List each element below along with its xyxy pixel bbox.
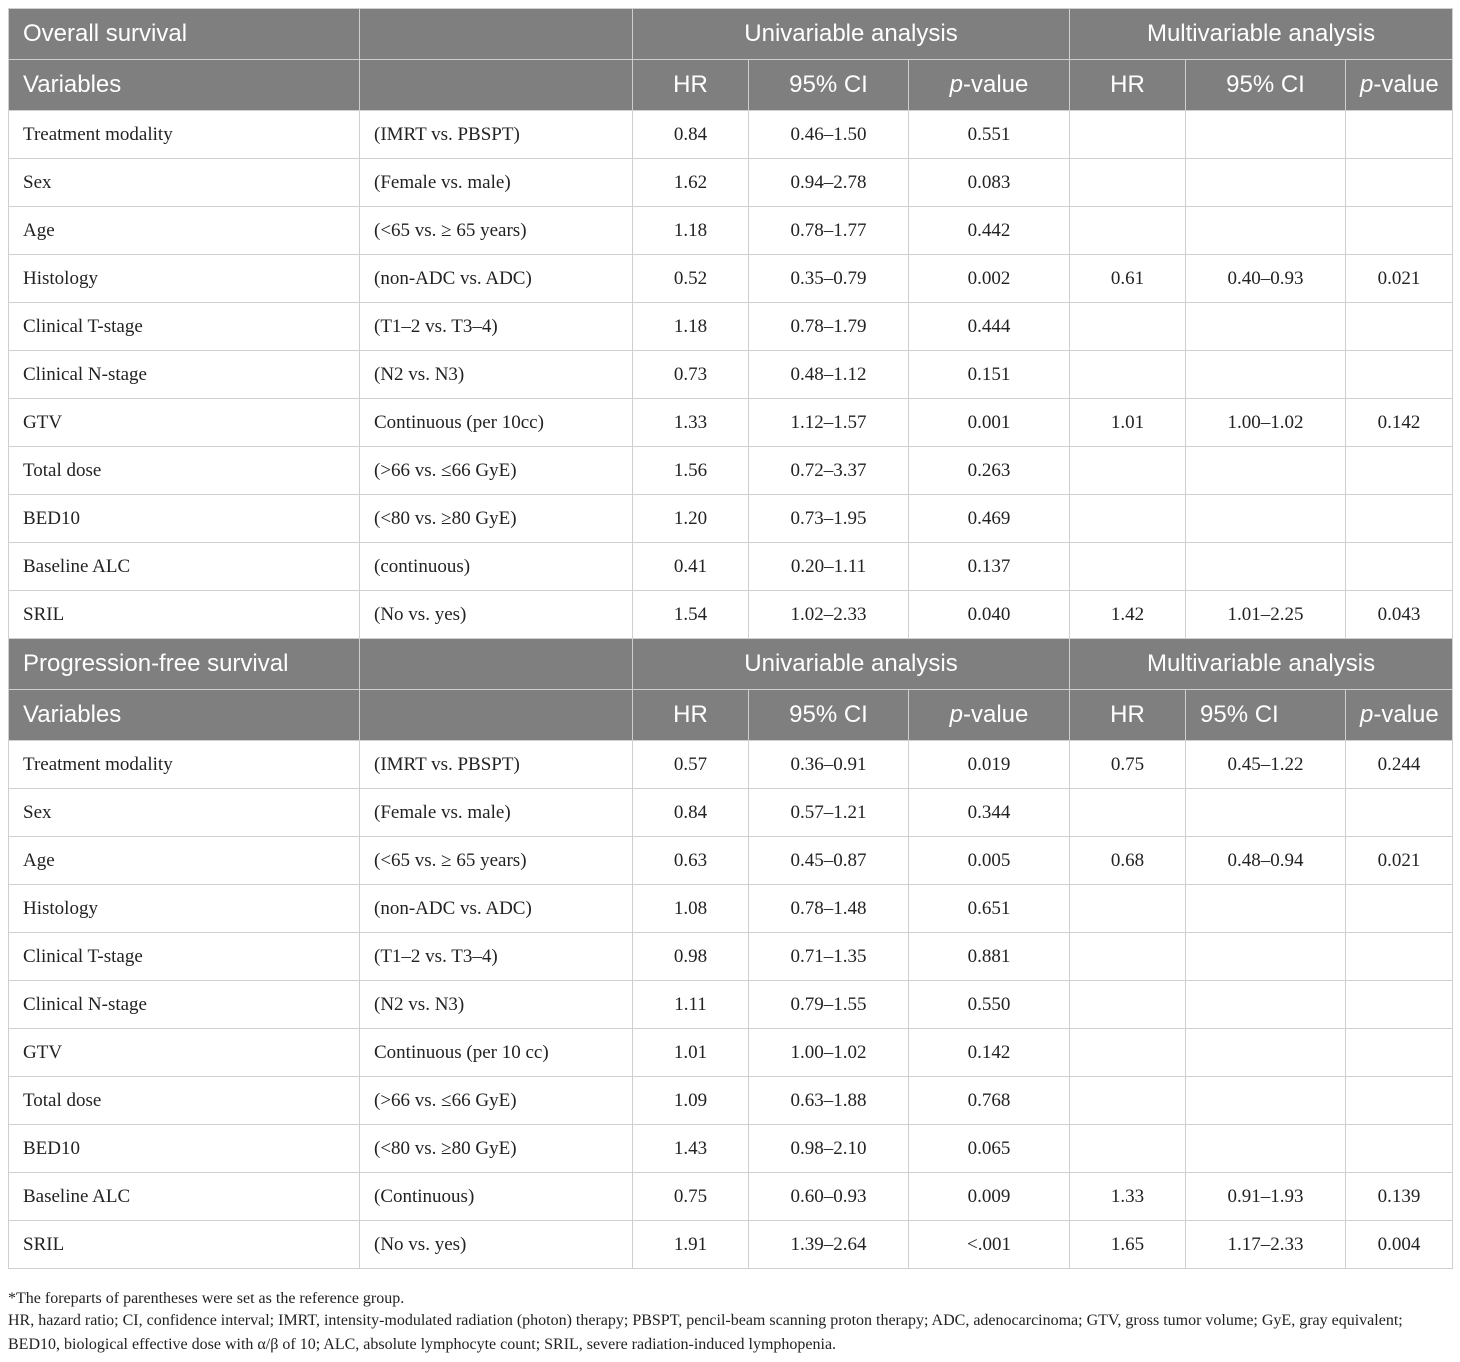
uni-p-value: 0.005 (909, 837, 1070, 885)
multi-hr-value: 1.01 (1070, 399, 1186, 447)
multi-p-value (1346, 207, 1453, 255)
variable-name: SRIL (9, 1221, 360, 1269)
univariable-header: Univariable analysis (633, 639, 1070, 690)
p-italic: p (1360, 701, 1374, 728)
uni-p-value-header (909, 690, 1070, 741)
multi-ci-value (1186, 495, 1346, 543)
multi-hr-value: 1.33 (1070, 1173, 1186, 1221)
uni-p-value: 0.651 (909, 885, 1070, 933)
uni-p-value: 0.083 (909, 159, 1070, 207)
column-header-row (9, 60, 1453, 111)
variable-name: SRIL (9, 591, 360, 639)
header-blank (360, 690, 633, 741)
variables-header: Variables (9, 690, 360, 741)
variable-comparison: (Continuous) (360, 1173, 633, 1221)
variable-name: Total dose (9, 447, 360, 495)
uni-p-value: 0.469 (909, 495, 1070, 543)
uni-ci-value: 0.60–0.93 (749, 1173, 909, 1221)
variable-name: Age (9, 837, 360, 885)
multi-p-value: 0.021 (1346, 255, 1453, 303)
multi-ci-value (1186, 1077, 1346, 1125)
variable-comparison: (<65 vs. ≥ 65 years) (360, 837, 633, 885)
variable-comparison: (>66 vs. ≤66 GyE) (360, 447, 633, 495)
multi-ci-value (1186, 885, 1346, 933)
uni-hr-value: 1.20 (633, 495, 749, 543)
p-value-suffix: -value (962, 701, 1029, 728)
multi-hr-value (1070, 303, 1186, 351)
multi-hr-value: 1.42 (1070, 591, 1186, 639)
multi-hr-value (1070, 885, 1186, 933)
table-row (9, 789, 1453, 837)
multi-p-value: 0.142 (1346, 399, 1453, 447)
uni-p-value: 0.142 (909, 1029, 1070, 1077)
multi-ci-value: 1.17–2.33 (1186, 1221, 1346, 1269)
multi-p-value (1346, 447, 1453, 495)
multi-ci-value (1186, 159, 1346, 207)
uni-hr-value: 1.18 (633, 303, 749, 351)
uni-p-value: 0.442 (909, 207, 1070, 255)
multi-p-value (1346, 495, 1453, 543)
uni-ci-header: 95% CI (749, 690, 909, 741)
multi-ci-value (1186, 111, 1346, 159)
uni-hr-value: 1.43 (633, 1125, 749, 1173)
uni-hr-value: 1.91 (633, 1221, 749, 1269)
header-blank (360, 60, 633, 111)
multivariable-header: Multivariable analysis (1070, 9, 1453, 60)
table-row (9, 1173, 1453, 1221)
p-italic: p (949, 71, 963, 98)
multi-hr-value: 0.68 (1070, 837, 1186, 885)
uni-ci-value: 1.00–1.02 (749, 1029, 909, 1077)
table-row (9, 543, 1453, 591)
uni-hr-value: 0.52 (633, 255, 749, 303)
table-row (9, 1077, 1453, 1125)
uni-ci-value: 0.45–0.87 (749, 837, 909, 885)
multi-ci-value: 1.01–2.25 (1186, 591, 1346, 639)
uni-ci-value: 0.78–1.48 (749, 885, 909, 933)
uni-hr-value: 0.63 (633, 837, 749, 885)
multi-p-value: 0.021 (1346, 837, 1453, 885)
variable-comparison: (T1–2 vs. T3–4) (360, 933, 633, 981)
uni-hr-value: 1.08 (633, 885, 749, 933)
multi-p-value (1346, 351, 1453, 399)
header-blank (360, 9, 633, 60)
multi-hr-value (1070, 111, 1186, 159)
uni-hr-value: 1.54 (633, 591, 749, 639)
uni-ci-value: 0.79–1.55 (749, 981, 909, 1029)
table-row (9, 741, 1453, 789)
p-value-suffix: -value (962, 71, 1029, 98)
uni-hr-value: 1.33 (633, 399, 749, 447)
uni-ci-value: 1.02–2.33 (749, 591, 909, 639)
hazard-ratio-table (8, 8, 1453, 1269)
multi-ci-value (1186, 207, 1346, 255)
table-row (9, 591, 1453, 639)
variable-comparison: (>66 vs. ≤66 GyE) (360, 1077, 633, 1125)
footnote-reference: *The foreparts of parentheses were set as the reference group. (8, 1290, 405, 1307)
uni-p-value: 0.881 (909, 933, 1070, 981)
uni-hr-value: 0.84 (633, 111, 749, 159)
uni-hr-value: 1.56 (633, 447, 749, 495)
table-row (9, 933, 1453, 981)
uni-hr-value: 1.09 (633, 1077, 749, 1125)
variable-name: Histology (9, 255, 360, 303)
table-row (9, 111, 1453, 159)
variable-name: Treatment modality (9, 741, 360, 789)
uni-ci-value: 0.57–1.21 (749, 789, 909, 837)
uni-hr-value: 1.11 (633, 981, 749, 1029)
multi-p-value (1346, 159, 1453, 207)
variable-name: Baseline ALC (9, 1173, 360, 1221)
variable-comparison: (non-ADC vs. ADC) (360, 255, 633, 303)
header-blank (360, 639, 633, 690)
uni-p-value: 0.137 (909, 543, 1070, 591)
uni-p-value: 0.001 (909, 399, 1070, 447)
p-value-suffix: -value (1373, 701, 1439, 728)
uni-p-value: 0.768 (909, 1077, 1070, 1125)
uni-hr-value: 0.98 (633, 933, 749, 981)
uni-p-value: 0.550 (909, 981, 1070, 1029)
multi-ci-value: 1.00–1.02 (1186, 399, 1346, 447)
variable-comparison: (non-ADC vs. ADC) (360, 885, 633, 933)
multi-hr-value (1070, 543, 1186, 591)
uni-p-value: 0.019 (909, 741, 1070, 789)
uni-p-value: 0.002 (909, 255, 1070, 303)
multi-ci-value (1186, 543, 1346, 591)
variable-name: Sex (9, 789, 360, 837)
uni-hr-value: 0.84 (633, 789, 749, 837)
multi-p-value (1346, 933, 1453, 981)
univariable-header: Univariable analysis (633, 9, 1070, 60)
multi-hr-header: HR (1070, 690, 1186, 741)
variable-comparison: (<80 vs. ≥80 GyE) (360, 1125, 633, 1173)
p-italic: p (1360, 71, 1374, 98)
multi-p-value (1346, 543, 1453, 591)
table-row (9, 1221, 1453, 1269)
multi-p-value (1346, 1125, 1453, 1173)
variable-comparison: (N2 vs. N3) (360, 351, 633, 399)
multi-p-value (1346, 303, 1453, 351)
column-header-row (9, 690, 1453, 741)
multi-hr-value (1070, 159, 1186, 207)
uni-ci-value: 0.78–1.77 (749, 207, 909, 255)
uni-hr-value: 0.57 (633, 741, 749, 789)
multi-hr-value (1070, 1077, 1186, 1125)
table-row (9, 495, 1453, 543)
multi-hr-value (1070, 933, 1186, 981)
multi-p-value: 0.244 (1346, 741, 1453, 789)
uni-ci-value: 1.39–2.64 (749, 1221, 909, 1269)
uni-ci-value: 0.98–2.10 (749, 1125, 909, 1173)
multi-hr-value: 0.61 (1070, 255, 1186, 303)
p-value-suffix: -value (1373, 71, 1439, 98)
multi-ci-value: 0.40–0.93 (1186, 255, 1346, 303)
uni-hr-value: 1.01 (633, 1029, 749, 1077)
variable-name: Treatment modality (9, 111, 360, 159)
section-title: Progression-free survival (9, 639, 360, 690)
multi-p-value: 0.139 (1346, 1173, 1453, 1221)
multi-p-value (1346, 111, 1453, 159)
multi-p-value-header (1346, 60, 1453, 111)
multi-hr-header: HR (1070, 60, 1186, 111)
multi-p-value (1346, 789, 1453, 837)
uni-p-value: <.001 (909, 1221, 1070, 1269)
table-row (9, 399, 1453, 447)
uni-p-value: 0.263 (909, 447, 1070, 495)
uni-hr-value: 0.75 (633, 1173, 749, 1221)
variable-name: Clinical T-stage (9, 933, 360, 981)
variable-name: BED10 (9, 495, 360, 543)
uni-hr-value: 0.73 (633, 351, 749, 399)
multi-hr-value (1070, 495, 1186, 543)
multi-p-value (1346, 981, 1453, 1029)
multi-ci-value (1186, 447, 1346, 495)
multi-ci-header: 95% CI (1186, 690, 1346, 741)
uni-hr-header: HR (633, 60, 749, 111)
multi-hr-value: 0.75 (1070, 741, 1186, 789)
uni-ci-value: 0.71–1.35 (749, 933, 909, 981)
uni-p-value: 0.551 (909, 111, 1070, 159)
multi-p-value: 0.004 (1346, 1221, 1453, 1269)
uni-p-value: 0.065 (909, 1125, 1070, 1173)
multi-ci-value (1186, 933, 1346, 981)
variable-name: Baseline ALC (9, 543, 360, 591)
section-header-row (9, 9, 1453, 60)
uni-ci-value: 0.48–1.12 (749, 351, 909, 399)
multi-ci-value: 0.91–1.93 (1186, 1173, 1346, 1221)
footnote-abbreviations: HR, hazard ratio; CI, confidence interval; IMRT, intensity-modulated radiation (photon) therapy; PBSPT, pencil-beam scanning proton therapy; ADC, adenocarcinoma; GTV, gross tumor volume; GyE, gray equivalent; BED10, biological effective dose with α/β of 10; ALC, absolute lymphocyte count; SRIL, severe radiation-induced lymphopenia. (8, 1312, 1403, 1353)
variable-comparison: (No vs. yes) (360, 1221, 633, 1269)
table-row (9, 303, 1453, 351)
variable-name: Total dose (9, 1077, 360, 1125)
uni-ci-value: 0.72–3.37 (749, 447, 909, 495)
variables-header: Variables (9, 60, 360, 111)
variable-name: Age (9, 207, 360, 255)
uni-hr-value: 0.41 (633, 543, 749, 591)
multi-p-value (1346, 885, 1453, 933)
uni-ci-header: 95% CI (749, 60, 909, 111)
multi-hr-value (1070, 1125, 1186, 1173)
multivariable-header: Multivariable analysis (1070, 639, 1453, 690)
multi-ci-value (1186, 1125, 1346, 1173)
variable-name: GTV (9, 399, 360, 447)
multi-p-value (1346, 1077, 1453, 1125)
table-row (9, 837, 1453, 885)
multi-hr-value (1070, 207, 1186, 255)
table-row (9, 981, 1453, 1029)
variable-comparison: Continuous (per 10 cc) (360, 1029, 633, 1077)
variable-comparison: (<65 vs. ≥ 65 years) (360, 207, 633, 255)
uni-p-value: 0.040 (909, 591, 1070, 639)
multi-hr-value (1070, 789, 1186, 837)
variable-comparison: (T1–2 vs. T3–4) (360, 303, 633, 351)
multi-p-value-header (1346, 690, 1453, 741)
multi-hr-value (1070, 351, 1186, 399)
multi-hr-value (1070, 981, 1186, 1029)
uni-ci-value: 0.78–1.79 (749, 303, 909, 351)
uni-ci-value: 0.73–1.95 (749, 495, 909, 543)
table-row (9, 885, 1453, 933)
variable-comparison: (Female vs. male) (360, 159, 633, 207)
variable-comparison: (No vs. yes) (360, 591, 633, 639)
uni-ci-value: 0.94–2.78 (749, 159, 909, 207)
multi-hr-value: 1.65 (1070, 1221, 1186, 1269)
variable-name: Sex (9, 159, 360, 207)
table-row (9, 207, 1453, 255)
variable-comparison: (N2 vs. N3) (360, 981, 633, 1029)
section-header-row (9, 639, 1453, 690)
variable-comparison: (IMRT vs. PBSPT) (360, 741, 633, 789)
multi-ci-value (1186, 789, 1346, 837)
uni-ci-value: 0.20–1.11 (749, 543, 909, 591)
variable-comparison: Continuous (per 10cc) (360, 399, 633, 447)
multi-ci-value: 0.48–0.94 (1186, 837, 1346, 885)
p-italic: p (949, 701, 963, 728)
variable-comparison: (<80 vs. ≥80 GyE) (360, 495, 633, 543)
uni-p-value: 0.444 (909, 303, 1070, 351)
table-row (9, 447, 1453, 495)
variable-comparison: (continuous) (360, 543, 633, 591)
uni-ci-value: 1.12–1.57 (749, 399, 909, 447)
multi-ci-header: 95% CI (1186, 60, 1346, 111)
uni-ci-value: 0.36–0.91 (749, 741, 909, 789)
variable-name: Clinical N-stage (9, 351, 360, 399)
multi-ci-value (1186, 351, 1346, 399)
uni-hr-header: HR (633, 690, 749, 741)
section-title: Overall survival (9, 9, 360, 60)
uni-p-value: 0.151 (909, 351, 1070, 399)
uni-p-value: 0.344 (909, 789, 1070, 837)
uni-ci-value: 0.46–1.50 (749, 111, 909, 159)
uni-hr-value: 1.18 (633, 207, 749, 255)
uni-p-value: 0.009 (909, 1173, 1070, 1221)
multi-p-value (1346, 1029, 1453, 1077)
multi-p-value: 0.043 (1346, 591, 1453, 639)
variable-name: Histology (9, 885, 360, 933)
uni-ci-value: 0.35–0.79 (749, 255, 909, 303)
variable-comparison: (IMRT vs. PBSPT) (360, 111, 633, 159)
multi-ci-value (1186, 1029, 1346, 1077)
table-row (9, 159, 1453, 207)
multi-ci-value: 0.45–1.22 (1186, 741, 1346, 789)
multi-ci-value (1186, 981, 1346, 1029)
table-row (9, 255, 1453, 303)
table-row (9, 1125, 1453, 1173)
uni-hr-value: 1.62 (633, 159, 749, 207)
uni-p-value-header (909, 60, 1070, 111)
multi-hr-value (1070, 1029, 1186, 1077)
variable-name: Clinical T-stage (9, 303, 360, 351)
variable-name: BED10 (9, 1125, 360, 1173)
multi-hr-value (1070, 447, 1186, 495)
variable-name: Clinical N-stage (9, 981, 360, 1029)
variable-name: GTV (9, 1029, 360, 1077)
table-row (9, 351, 1453, 399)
multi-ci-value (1186, 303, 1346, 351)
table-row (9, 1029, 1453, 1077)
variable-comparison: (Female vs. male) (360, 789, 633, 837)
uni-ci-value: 0.63–1.88 (749, 1077, 909, 1125)
